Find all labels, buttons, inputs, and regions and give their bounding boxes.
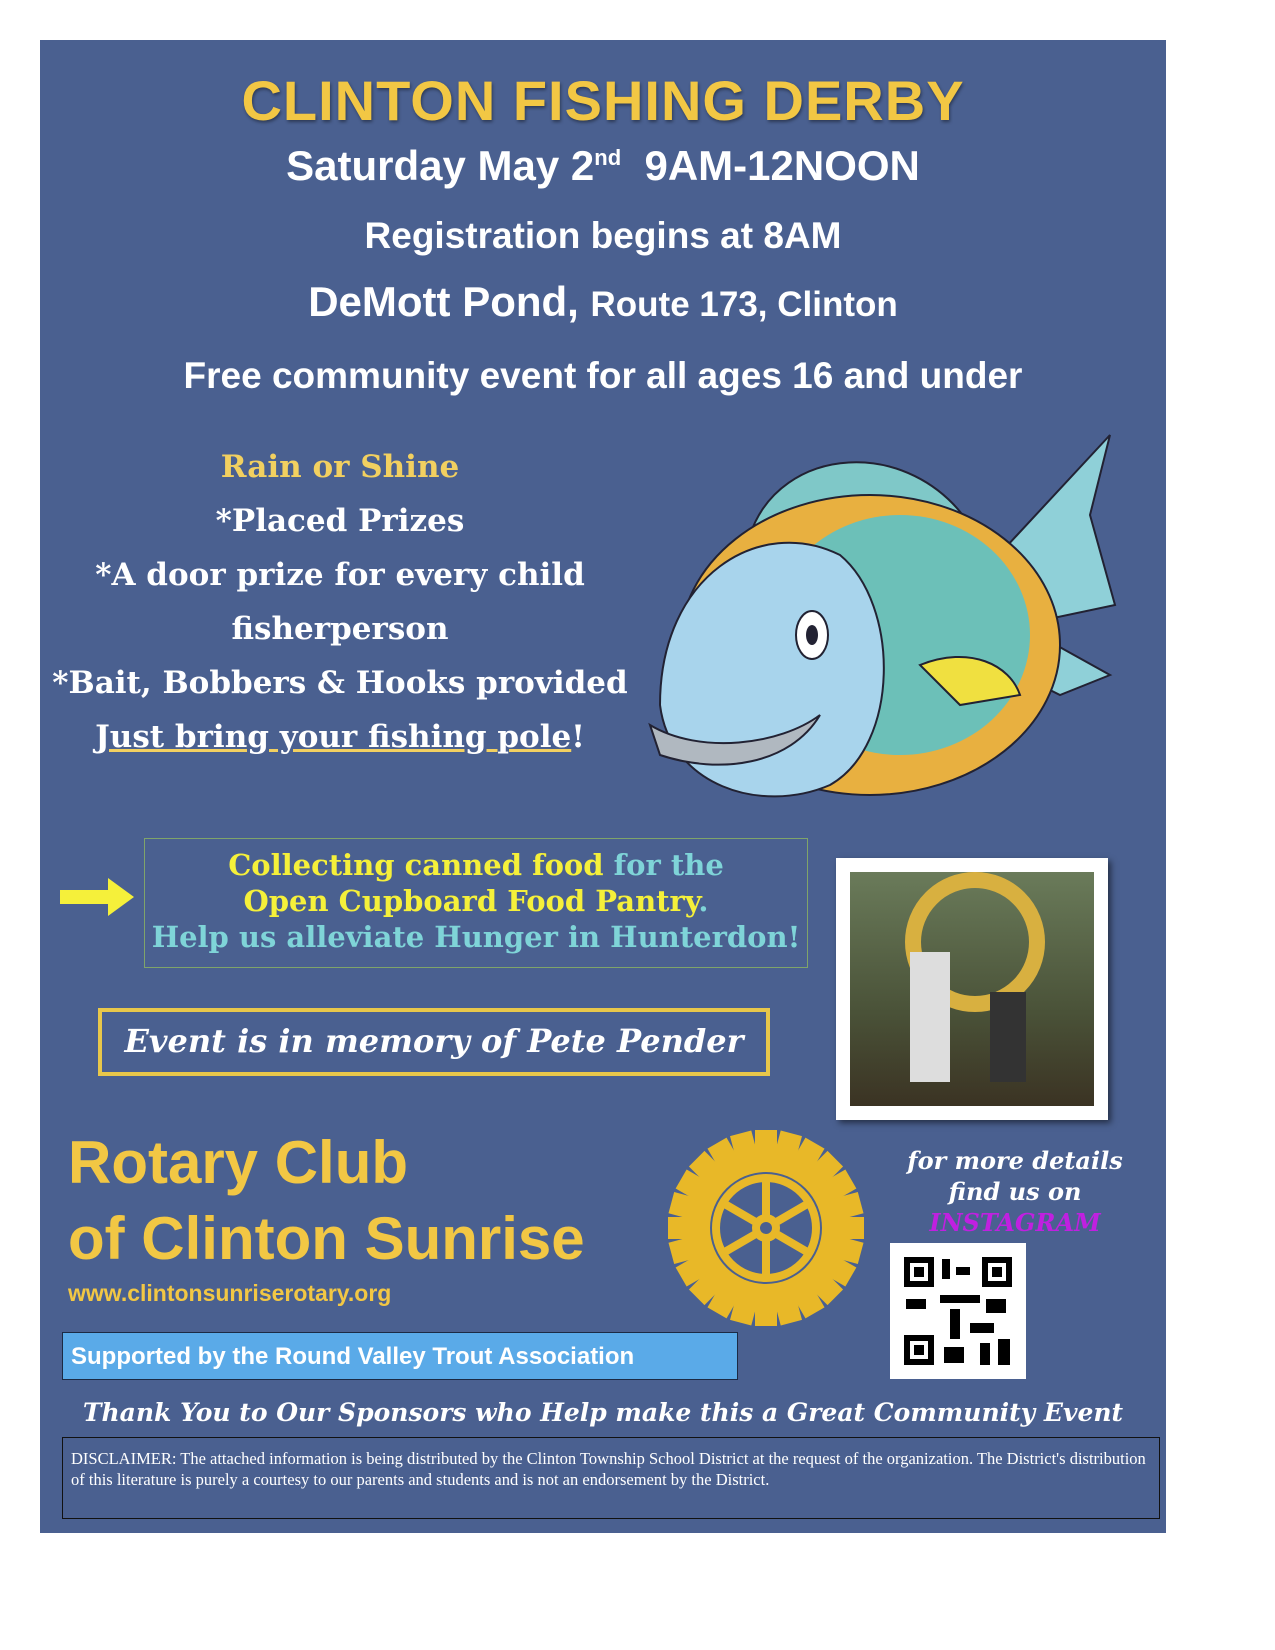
rain-or-shine: Rain or Shine [220,449,460,485]
pole-line [40,710,640,764]
time: 9AM-12NOON [644,142,920,189]
rotary-club-name [68,1125,585,1277]
rotary-photo [836,858,1108,1120]
feature-item: *A door prize for every child [95,557,585,593]
arrow-icon [60,878,136,916]
features-list [40,440,640,764]
date-suffix: nd [594,145,622,170]
details-line: find us on [948,1177,1082,1206]
food-text: for the [603,848,724,882]
event-date-time [40,142,1166,190]
food-pantry-name: Open Cupboard Food Pantry [243,884,699,918]
more-details [870,1145,1160,1238]
pole-text: Just bring your fishing pole [95,719,572,755]
food-text: Collecting canned food [228,848,604,882]
memorial-box: Event is in memory of Pete Pender [98,1008,770,1076]
qr-code[interactable] [890,1243,1026,1379]
supported-by-banner: Supported by the Round Valley Trout Association [62,1332,738,1380]
feature-item: *Placed Prizes [215,503,465,539]
feature-item: fisherperson [231,611,449,647]
pole-exclaim: ! [571,719,585,755]
event-title: CLINTON FISHING DERBY [241,69,965,132]
rotary-website-link[interactable]: www.clintonsunriserotary.org [68,1280,392,1306]
details-line: for more details [907,1146,1123,1175]
location-main: DeMott Pond, [308,278,579,325]
location-sub: Route 173, Clinton [590,285,898,324]
rotary-wheel-logo [666,1128,866,1328]
instagram-link[interactable]: INSTAGRAM [929,1208,1101,1237]
feature-item: *Bait, Bobbers & Hooks provided [52,665,628,701]
date: Saturday May 2 [286,142,595,189]
hunger-line: Help us alleviate Hunger in Hunterdon! [151,920,801,954]
location [40,278,1166,326]
sponsors-thanks: Thank You to Our Sponsors who Help make this a Great Community Event [82,1398,1124,1427]
registration: Registration begins at 8AM [364,215,842,256]
fish-illustration [640,425,1120,805]
disclaimer: DISCLAIMER: The attached information is being distributed by the Clinton Township School District at the request of the organization. The District's distribution of this literature is purely a courtesy to our parents and students and is not an endorsement by the District. [62,1437,1160,1519]
free-event-line: Free community event for all ages 16 and under [183,355,1023,396]
food-text: . [698,884,709,918]
flyer [40,40,1166,1533]
food-drive-box [144,838,808,968]
rotary-line2: of Clinton Sunrise [68,1205,585,1272]
rotary-line1: Rotary Club [68,1129,409,1196]
